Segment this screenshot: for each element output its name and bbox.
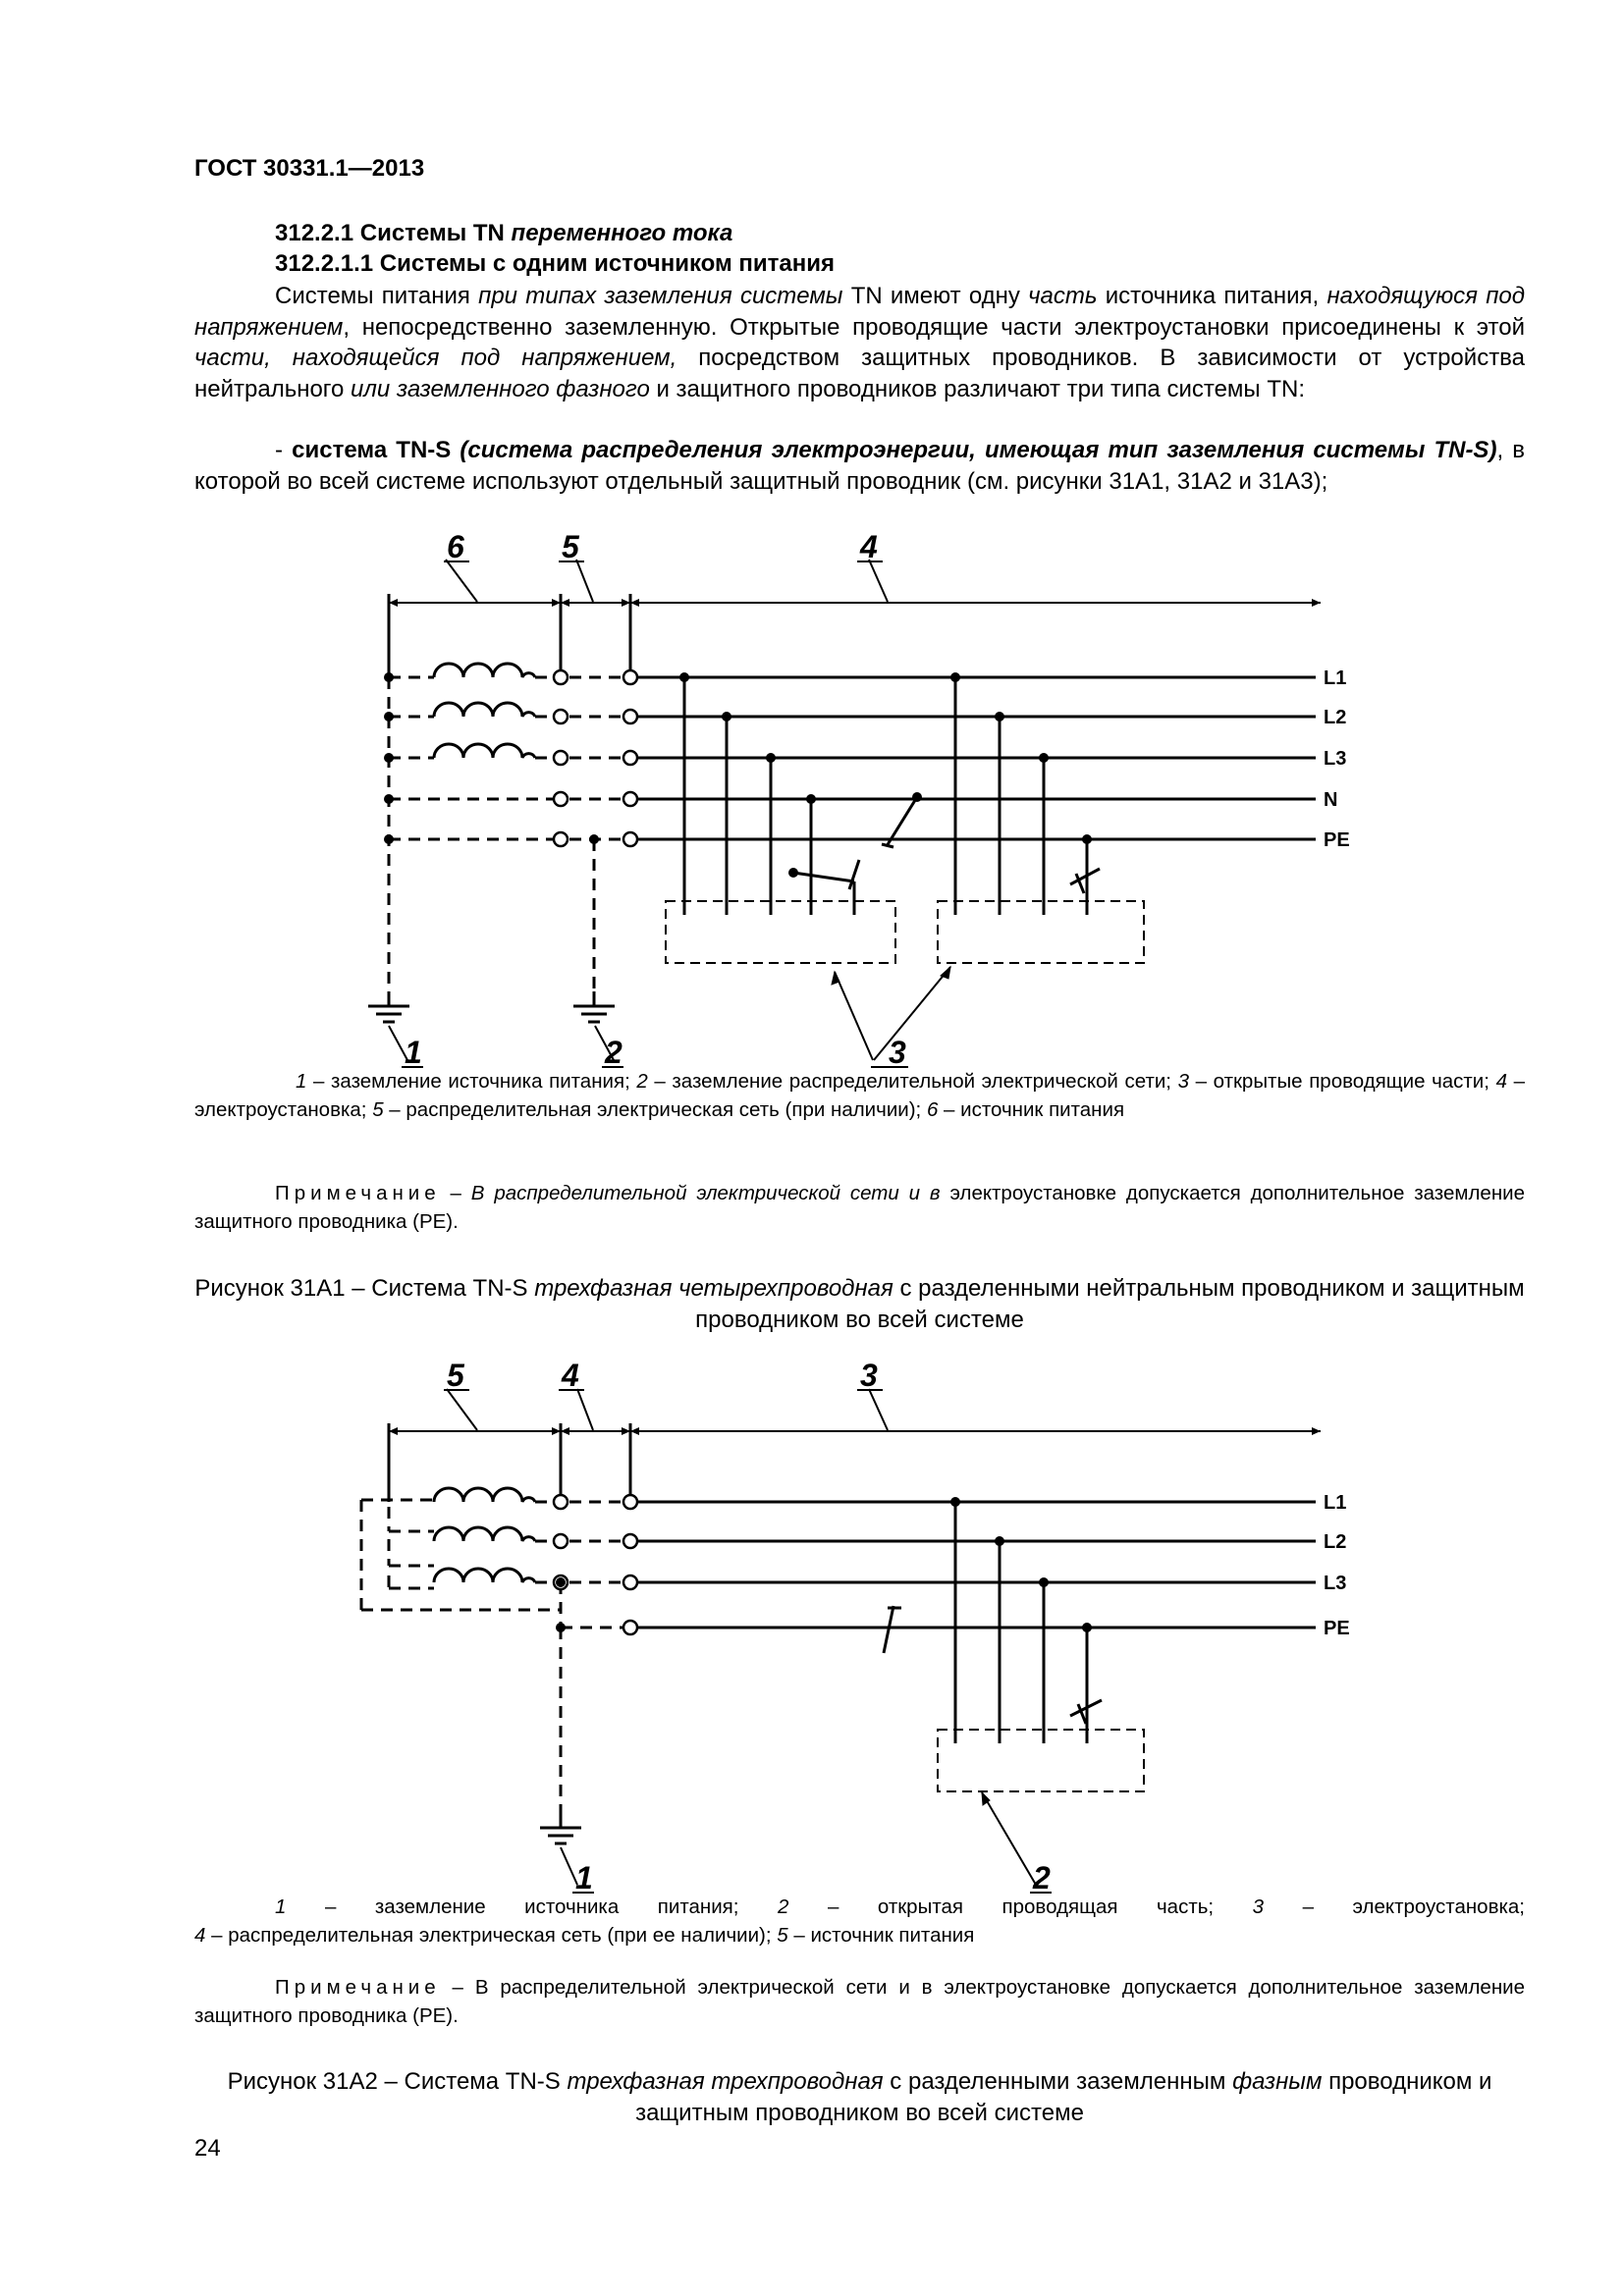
figure1-note: Примечание – В распределительной электрической сети и в электроустановке допускается дополнительное заземление защитного проводника (PE). xyxy=(194,1182,1525,1233)
callout-1: 1 xyxy=(575,1860,593,1896)
label-pe: PE xyxy=(1324,829,1350,851)
section-heading-312-2-1: 312.2.1 Системы TN переменного тока xyxy=(275,220,733,246)
label-l3: L3 xyxy=(1324,1573,1347,1594)
callout-6: 6 xyxy=(447,529,464,564)
paragraph-tn-s-definition: - система TN-S (система распределения электроэнергии, имеющая тип заземления системы TN-S), в которой во всей системе используют отдельный защитный проводник (см. рисунки 31А1, 31А2 и 31А3); xyxy=(194,437,1525,495)
figure1-caption: Рисунок 31А1 – Система TN-S трехфазная четырехпроводная с разделенными нейтральным проводником и защитным проводником во всей системе xyxy=(194,1275,1525,1333)
figure1-legend: 1 – заземление источника питания; 2 – заземление распределительной электрической сети; 3 – открытые проводящие части; 4 – электроустановка; 5 – распределительная электрическая сеть (при наличии); 6 – источник питания xyxy=(194,1070,1525,1121)
callout-5: 5 xyxy=(447,1358,464,1393)
callout-4: 4 xyxy=(562,1358,579,1393)
figure2-caption: Рисунок 31А2 – Система TN-S трехфазная трехпроводная с разделенными заземленным фазным проводником и защитным проводником во всей системе xyxy=(227,2068,1492,2126)
figure2-legend-line1: 1 – заземление источника питания; 2 – открытая проводящая часть; 3 – электроустановка; xyxy=(275,1896,1525,1918)
label-n: N xyxy=(1324,789,1338,811)
section-heading-312-2-1-1: 312.2.1.1 Системы с одним источником питания xyxy=(275,250,836,277)
callout-3: 3 xyxy=(889,1035,906,1070)
callout-4: 4 xyxy=(860,529,878,564)
document-header: ГОСТ 30331.1—2013 xyxy=(194,155,425,182)
callout-2: 2 xyxy=(1033,1860,1051,1896)
page-number: 24 xyxy=(194,2135,221,2162)
label-l3: L3 xyxy=(1324,748,1347,770)
figure2-legend-line2: 4 – распределительная электрическая сеть (при ее наличии); 5 – источник питания xyxy=(194,1924,975,1947)
callout-3: 3 xyxy=(860,1358,878,1393)
label-l2: L2 xyxy=(1324,1531,1347,1553)
label-pe: PE xyxy=(1324,1618,1350,1639)
label-l1: L1 xyxy=(1324,667,1347,689)
figure2-note: Примечание – В распределительной электрической сети и в электроустановке допускается дополнительное заземление защитного проводника (PE). xyxy=(194,1976,1525,2027)
label-l2: L2 xyxy=(1324,707,1347,728)
callout-1: 1 xyxy=(405,1035,422,1070)
callout-5: 5 xyxy=(562,529,579,564)
callout-2: 2 xyxy=(605,1035,623,1070)
paragraph-tn-systems: Системы питания при типах заземления системы TN имеют одну часть источника питания, находящуюся под напряжением, непосредственно заземленную. Открытые проводящие части электроустановки присоединены к этой части, находящейся под напряжением, посредством защитных проводников. В зависимости от устройства нейтрального или заземленного фазного и защитного проводников различают три типа системы TN: xyxy=(194,283,1526,402)
label-l1: L1 xyxy=(1324,1492,1347,1514)
